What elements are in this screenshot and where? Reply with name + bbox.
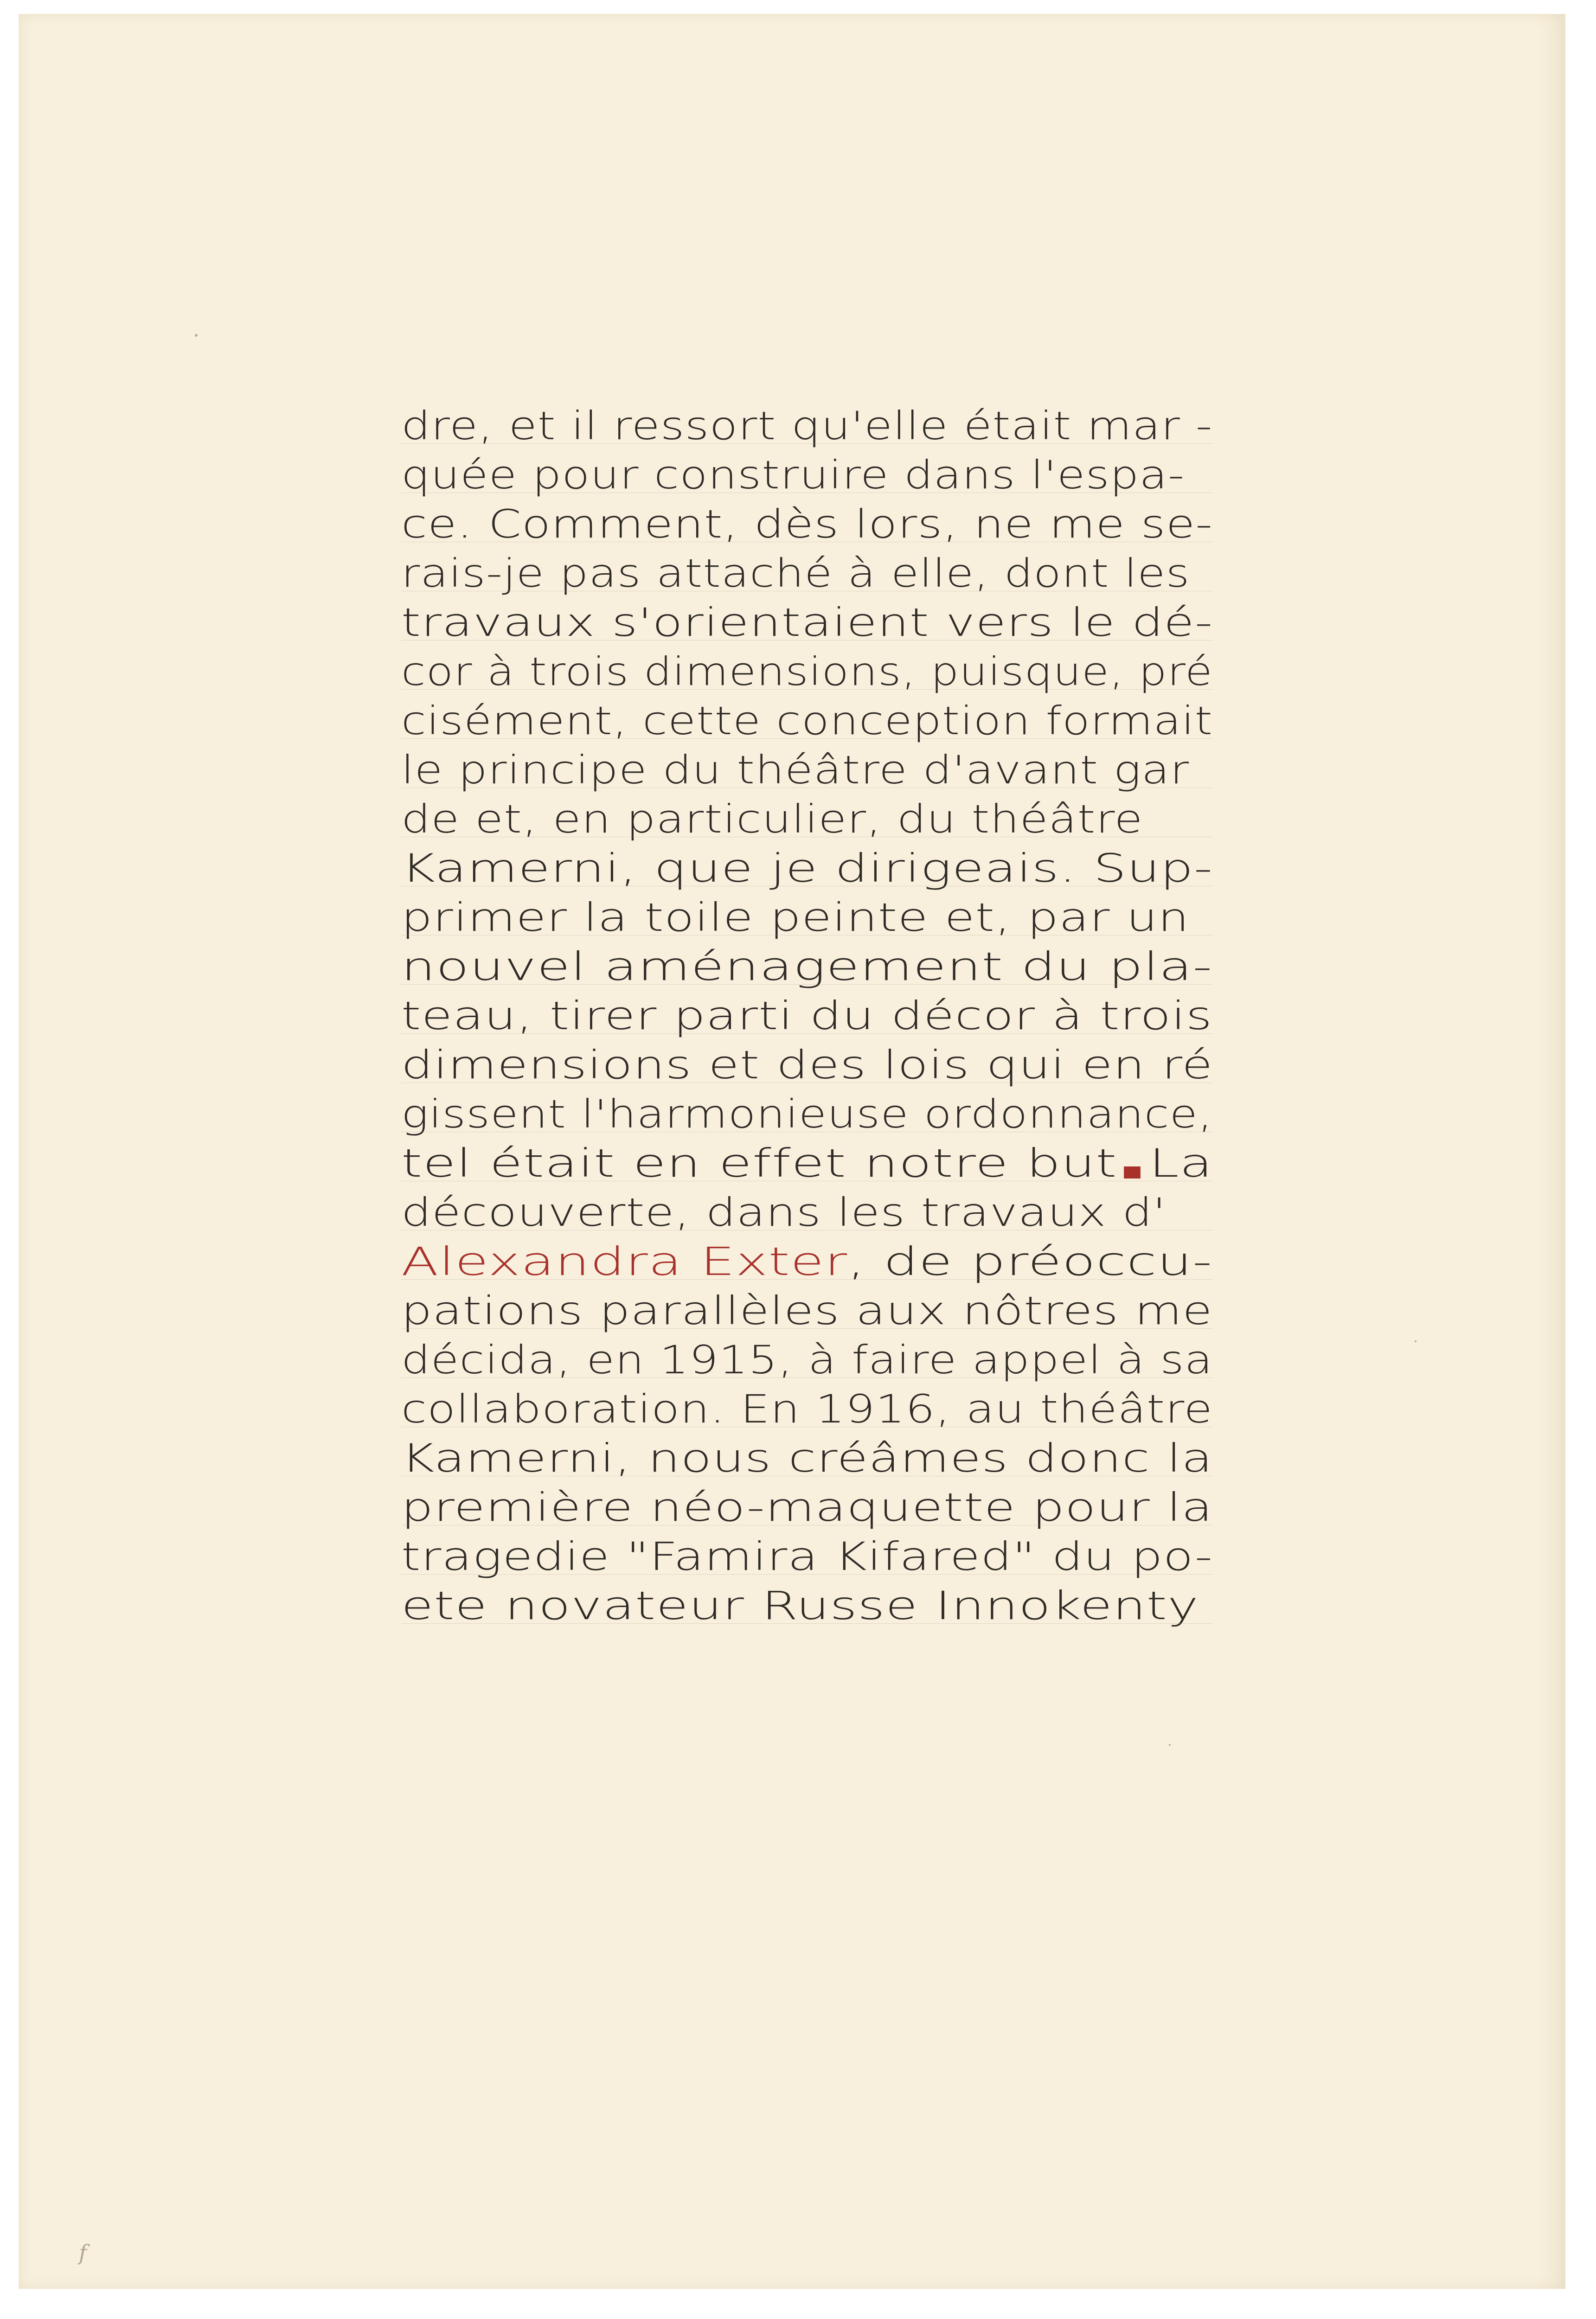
text-segment: ce. Comment, dès lors, ne me se-: [401, 501, 1213, 547]
pencil-guide-line: [401, 689, 1213, 690]
text-line-content: [401, 403, 1213, 448]
text-line-content: [401, 993, 1212, 1038]
pencil-guide-line: [401, 1279, 1213, 1280]
text-segment: travaux s'orientaient vers le dé-: [401, 600, 1213, 645]
text-segment: pations parallèles aux nôtres me: [401, 1288, 1213, 1333]
text-line-content: [401, 1534, 1213, 1579]
text-segment: décida, en 1915, à faire appel à sa: [401, 1337, 1213, 1383]
text-segment: quée pour construire dans l'espa-: [401, 452, 1185, 498]
text-line: [401, 450, 1213, 500]
text-line: [401, 1483, 1213, 1532]
text-segment: teau, tirer parti du décor à trois: [401, 993, 1213, 1038]
text-line: [401, 745, 1213, 794]
text-segment: gissent l'harmonieuse ordonnance,: [401, 1091, 1213, 1137]
text-line: [401, 1089, 1213, 1139]
text-line: [401, 1532, 1213, 1581]
text-line-content: [401, 944, 1213, 989]
accent-name-text: Alexandra Exter: [401, 1239, 848, 1284]
red-square-ornament: [1124, 1166, 1141, 1179]
text-line-content: [401, 1485, 1213, 1530]
pencil-guide-line: [401, 1328, 1213, 1329]
text-segment: tragedie "Famira Kifared" du po-: [401, 1534, 1213, 1579]
text-line: [401, 1581, 1213, 1630]
text-segment: dimensions et des lois qui en ré: [401, 1042, 1213, 1088]
text-line: [401, 844, 1213, 893]
text-line-content: [401, 846, 1213, 891]
text-segment: La: [1149, 1140, 1213, 1186]
text-segment: , de préoccu-: [847, 1239, 1213, 1284]
text-segment: cisément, cette conception formait: [401, 698, 1213, 743]
text-line-content: [401, 452, 1185, 498]
text-line-content: [401, 1337, 1213, 1383]
text-line-content: [401, 1140, 1213, 1186]
text-line-content: [401, 747, 1189, 793]
text-line: [401, 1335, 1213, 1384]
text-line: [401, 1139, 1213, 1188]
text-segment: tel était en effet notre but: [401, 1140, 1117, 1186]
pencil-guide-line: [401, 1377, 1213, 1378]
text-line-content: [401, 649, 1213, 694]
pencil-guide-line: [401, 1574, 1213, 1575]
text-line: [401, 647, 1213, 696]
text-line: [401, 500, 1213, 549]
text-segment: Kamerni, que je dirigeais. Sup-: [401, 846, 1213, 891]
text-line-content: [401, 551, 1190, 596]
text-line: [401, 598, 1213, 647]
text-line-content: [401, 1239, 1213, 1284]
text-segment: première néo-maquette pour la: [401, 1485, 1213, 1530]
pencil-guide-line: [401, 984, 1213, 985]
text-line-content: [401, 895, 1190, 940]
text-line: [401, 1384, 1213, 1434]
text-line: [401, 1286, 1213, 1335]
pencil-guide-line: [401, 1033, 1213, 1034]
text-segment: primer la toile peinte et, par un: [401, 895, 1190, 940]
text-line: [401, 1040, 1213, 1089]
text-segment: nouvel aménagement du pla-: [401, 944, 1213, 989]
text-line: [401, 401, 1213, 450]
text-line: [401, 893, 1213, 942]
text-segment: le principe du théâtre d'avant gar: [401, 747, 1190, 793]
text-line-content: [401, 1091, 1213, 1137]
text-line: [401, 1434, 1213, 1483]
text-segment: rais-je pas attaché à elle, dont les: [401, 551, 1190, 596]
pencil-guide-line: [401, 738, 1213, 739]
text-line-content: [401, 1435, 1213, 1481]
text-line-content: [401, 1190, 1166, 1235]
text-line-content: [401, 1386, 1213, 1432]
text-line: [401, 1188, 1213, 1237]
text-segment: dre, et il ressort qu'elle était mar -: [401, 403, 1213, 448]
text-line-content: [401, 600, 1213, 645]
text-line-content: [401, 1288, 1213, 1333]
paper-speck: [1415, 1340, 1417, 1342]
paper-speck: [195, 334, 198, 337]
text-segment: collaboration. En 1916, au théâtre: [401, 1386, 1213, 1432]
text-line: [401, 991, 1213, 1040]
text-segment: cor à trois dimensions, puisque, pré: [401, 649, 1213, 694]
paper-speck: [1169, 1744, 1171, 1746]
pencil-guide-line: [401, 443, 1213, 444]
text-line: [401, 549, 1213, 598]
paper-sheet: [19, 14, 1565, 2289]
pencil-guide-line: [401, 1623, 1213, 1624]
text-line-content: [401, 501, 1213, 547]
text-line-content: [401, 1042, 1213, 1088]
text-line-content: [401, 796, 1143, 842]
text-line-content: [401, 1583, 1199, 1628]
text-line: [401, 794, 1213, 844]
text-line-content: [401, 698, 1213, 743]
text-segment: de et, en particulier, du théâtre: [401, 796, 1143, 842]
corner-pencil-mark: f: [79, 2240, 87, 2265]
text-line: [401, 1237, 1213, 1286]
text-segment: ete novateur Russe Innokenty: [401, 1583, 1199, 1628]
text-line: [401, 942, 1213, 991]
pencil-guide-line: [401, 640, 1213, 641]
text-segment: Kamerni, nous créâmes donc la: [401, 1435, 1213, 1481]
text-line: [401, 696, 1213, 745]
handwritten-text-block: [401, 401, 1213, 1630]
text-segment: découverte, dans les travaux d': [401, 1190, 1167, 1235]
